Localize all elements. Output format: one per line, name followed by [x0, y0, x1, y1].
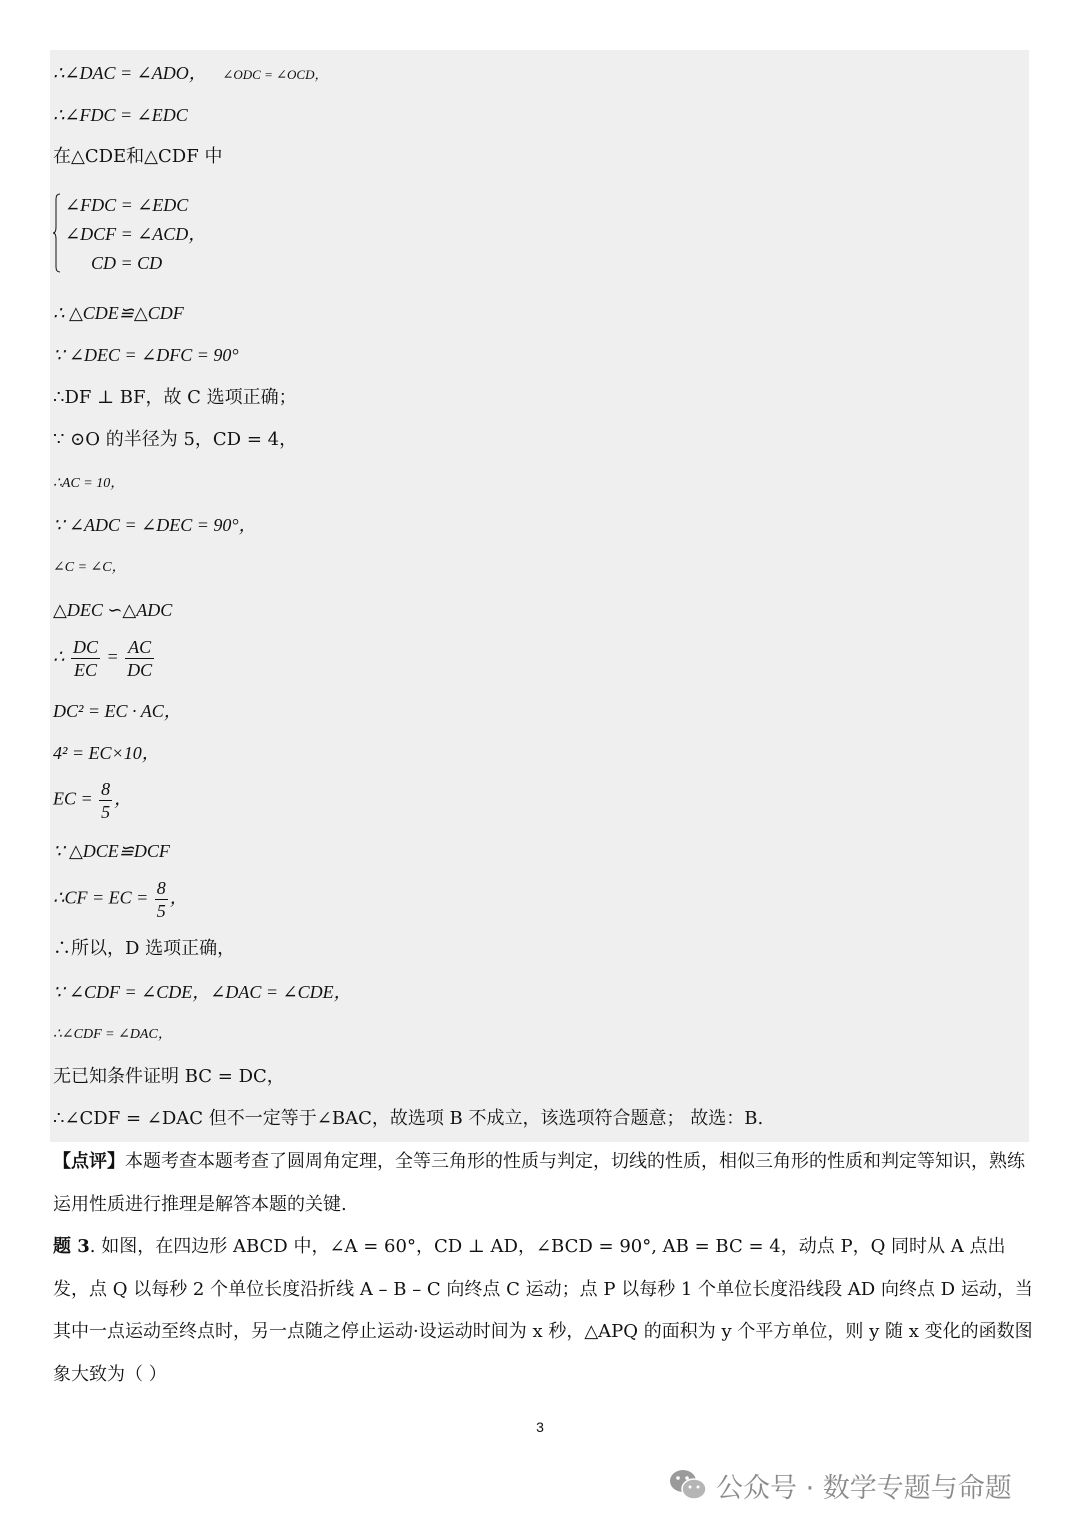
- solution-line: ∠C = ∠C，: [53, 560, 126, 575]
- problem-label: 题 3: [53, 1236, 90, 1257]
- solution-line: 4² = EC×10，: [53, 743, 160, 763]
- solution-line: 无已知条件证明 BC = DC，: [53, 1066, 285, 1087]
- equation-left: EC =: [53, 788, 93, 809]
- page-number: 3: [536, 1419, 544, 1435]
- solution-line: ∴AC = 10，: [53, 476, 125, 491]
- denominator: EC: [73, 660, 97, 680]
- system-line: ∠FDC = ∠EDC: [65, 195, 189, 215]
- denominator: 5: [156, 901, 166, 921]
- denominator: DC: [127, 660, 153, 680]
- numerator: 8: [156, 878, 166, 898]
- solution-line: ∵ ∠DEC = ∠DFC = 90°: [53, 345, 239, 365]
- fraction-equation: [53, 877, 188, 922]
- comment-text: 本题考查本题考查了圆周角定理，全等三角形的性质与判定，切线的性质，相似三角形的性质和判定等知识，熟练运用性质进行推理是解答本题的关键.: [53, 1151, 1025, 1215]
- fraction-equation: [53, 636, 156, 681]
- fraction: [71, 636, 100, 681]
- numerator: AC: [125, 636, 154, 659]
- system-line: ∠DCF = ∠ACD，: [65, 224, 207, 244]
- comma: ，: [114, 788, 133, 809]
- comma: ，: [169, 887, 188, 908]
- fraction: [155, 877, 168, 922]
- denominator: 5: [101, 802, 111, 822]
- numerator: DC: [72, 637, 98, 657]
- problem-text: . 如图，在四边形 ABCD 中，∠A = 60°，CD ⊥ AD，∠BCD = 90°, AB = BC = 4，动点 P，Q 同时从 A 点出发，点 Q 以每秒 2 个单位长度沿折线 A – B – C 向终点 C 运动；点 P 以每秒 1 个单位长度沿线段 AD 向终点 D 运动，当其中一点运动至终点时，另一点随之停止运动·设运动时间为 x 秒，△APQ 的面积为 y 个平方单位，则 y 随 x 变化的函数图象大致为（ ）: [53, 1236, 1033, 1385]
- solution-line: ∵ △DCE≌DCF: [53, 841, 170, 861]
- watermark: [668, 1465, 1012, 1505]
- solution-line: ∵ ∠CDF = ∠CDE，∠DAC = ∠CDE，: [53, 982, 352, 1002]
- fraction: [125, 636, 154, 681]
- solution-line: 在△CDE和△CDF 中: [53, 146, 223, 167]
- wechat-icon: [668, 1468, 708, 1502]
- equation-system: [53, 193, 353, 277]
- solution-line: DC² = EC · AC，: [53, 701, 182, 721]
- solution-line: ∴∠CDF = ∠DAC 但不一定等于∠BAC，故选项 B 不成立，该选项符合题意； 故选：B.: [53, 1108, 764, 1129]
- equation-left: ∴CF = EC =: [53, 887, 149, 908]
- solution-line: △DEC ∽△ADC: [53, 600, 173, 620]
- solution-line: ∴∠FDC = ∠EDC: [53, 105, 188, 125]
- comment-label: 【点评】: [53, 1151, 125, 1172]
- equation: ∴∠DAC = ∠ADO，: [53, 63, 207, 83]
- solution-line: ∵ ∠ADC = ∠DEC = 90°，: [53, 515, 257, 535]
- solution-line: ∵ ⊙O 的半径为 5，CD = 4，: [53, 429, 298, 450]
- equation: ∠ODC = ∠OCD，: [222, 67, 328, 82]
- fraction: [99, 778, 112, 823]
- solution-line: ∴DF ⊥ BF，故 C 选项正确；: [53, 387, 297, 408]
- brace-icon: [53, 193, 61, 273]
- equals-sign: =: [106, 646, 119, 667]
- system-line: CD = CD: [91, 253, 163, 273]
- solution-line: ∴∠CDF = ∠DAC，: [53, 1027, 172, 1042]
- solution-line: [53, 62, 327, 86]
- therefore-symbol: ∴: [53, 646, 65, 667]
- solution-line: ∴所以，D 选项正确，: [53, 938, 236, 959]
- solution-line: ∴ △CDE≌△CDF: [53, 303, 184, 323]
- numerator: 8: [101, 779, 111, 799]
- fraction-equation: [53, 778, 132, 823]
- watermark-text: 公众号 · 数学专题与命题: [716, 1472, 1012, 1504]
- comment-paragraph: [53, 1141, 1033, 1226]
- problem-paragraph: [53, 1226, 1033, 1396]
